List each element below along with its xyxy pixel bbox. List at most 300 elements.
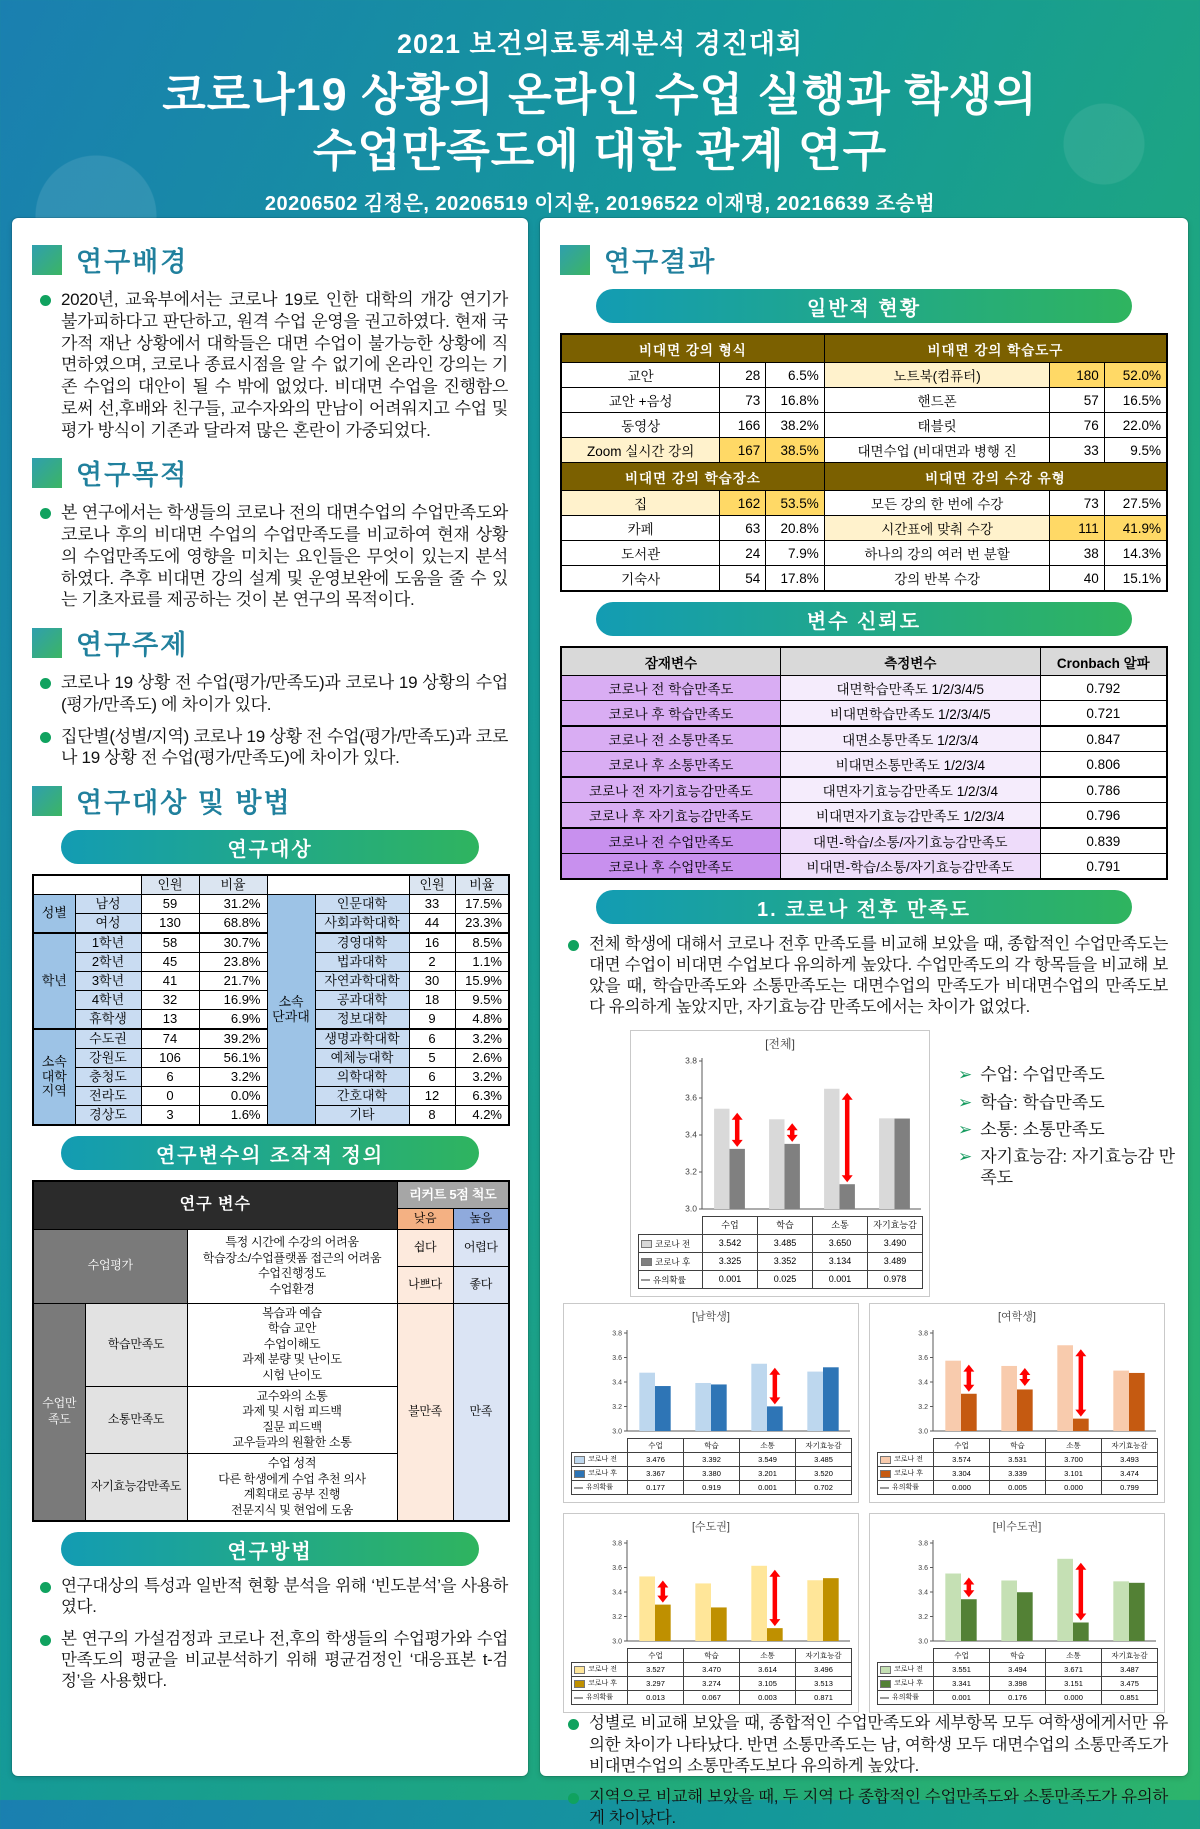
chart-value-cell: 0.001 [813,1271,868,1289]
status-count-cell: 57 [1050,388,1104,413]
sig-arrow-head-up [732,1113,743,1120]
count-cell: 16 [409,933,455,953]
chart-value-cell: 3.485 [758,1235,813,1253]
poster-header [0,0,1200,216]
count-cell: 30 [409,972,455,991]
chart-table-row [639,1253,923,1271]
chart-category-cell: 수업 [628,1649,684,1663]
chart-table-corner [878,1439,934,1453]
chart-row-label [572,1679,627,1690]
chart-table-header-row [878,1439,1158,1453]
chart-table-row [878,1691,1158,1705]
definition-line: 수업환경 [269,1281,315,1296]
group-label-cell: 학년 [33,933,75,1029]
college-label-cell: 예체능대학 [315,1049,409,1068]
chart-value-cell: 3.513 [796,1677,852,1691]
definition-line: 계획대로 공부 진행 [243,1487,341,1502]
sig-arrow-head-down [1075,1410,1086,1417]
bullet-dot-icon [568,1719,579,1730]
latent-variable-cell: 코로나 후 소통만족도 [561,752,780,778]
chart-bar [961,1394,977,1431]
chart-table-corner [572,1439,628,1453]
satisfaction-row [33,1303,509,1386]
chart-table-row [878,1663,1158,1677]
subgroup-label-cell: 1학년 [75,933,141,953]
y-tick-label: 3.2 [612,1614,622,1622]
status-count-cell: 162 [720,491,766,516]
chart-category-cell: 수업 [934,1439,990,1453]
chart-row-label-cell [878,1467,934,1481]
count-cell: 74 [141,1029,199,1049]
y-tick-label: 3.2 [918,1404,928,1412]
y-tick-label: 3.4 [612,1379,622,1387]
bullet-dot-icon [40,678,51,689]
chart-value-cell: 3.700 [1046,1453,1102,1467]
reliability-row [561,777,1167,803]
chart-value-cell: 3.476 [628,1453,684,1467]
bullet-dot-icon [568,1793,579,1804]
count-cell: 2 [409,953,455,972]
subjects-header-row [33,875,509,895]
reliability-row [561,676,1167,701]
vars-header-row [33,1181,509,1209]
chart-value-cell: 3.671 [1046,1663,1102,1677]
chart-bar [695,1383,711,1431]
column-header: 비율 [455,875,509,895]
status-percent-cell: 22.0% [1104,413,1167,438]
chart-title: [여학생] [998,1311,1036,1324]
chart-bar [695,1584,711,1642]
chart-value-cell: 3.496 [796,1663,852,1677]
chart-bar [945,1361,961,1431]
status-percent-cell: 15.1% [1104,566,1167,592]
chart-value-cell: 3.470 [684,1663,740,1677]
count-cell: 0 [141,1087,199,1106]
section-title: 연구배경 [76,247,189,277]
section-research-purpose [32,453,508,492]
status-percent-cell: 7.9% [766,541,825,566]
section-title: 연구목적 [76,460,189,491]
series-swatch-icon [574,1456,585,1464]
y-tick-label: 3.6 [612,1355,622,1363]
method-bullet-list [32,1576,508,1692]
status-percent-cell: 27.5% [1104,491,1167,516]
column-header: 인원 [141,875,199,895]
y-tick-label: 3.4 [918,1589,928,1597]
percent-cell: 1.1% [455,953,509,972]
chart-row-label [572,1483,627,1494]
percent-cell: 4.2% [455,1106,509,1126]
status-row [561,388,1167,413]
arrow-bullet-icon: ➢ [958,1092,973,1112]
y-tick-label: 3.6 [685,1092,697,1103]
status-percent-cell: 52.0% [1104,363,1167,388]
definition-line: 학습장소/수업플랫폼 접근의 어려움 [202,1250,382,1265]
status-label-cell: Zoom 실시간 강의 [561,438,720,463]
chart-value-cell: 3.341 [934,1677,990,1691]
status-quadrant-header: 비대면 강의 형식 [561,334,824,363]
status-label-cell: 동영상 [561,413,720,438]
status-percent-cell: 16.5% [1104,388,1167,413]
chart-total-container [630,1030,930,1297]
bullet-text: 전체 학생에 대해서 코로나 전후 만족도를 비교해 보았을 때, 종합적인 수업만족도는 대면 수업이 비대면 수업보다 유의하게 높았다. 수업만족도의 각 항목들을 비교해 보았을 때, 학습만족도와 소통만족도는 대면수업의 만족도가 비대면수업의 만족도보다 유의하게 높았지만, 자기효능감 만족도에서는 차이가 없었다. [589,935,1168,1017]
main-chart-row [630,1030,1176,1297]
cronbach-alpha-cell: 0.786 [1040,777,1167,803]
percent-cell: 6.9% [199,1010,267,1030]
chart-row-label-cell [878,1677,934,1691]
sig-arrow-head-up [842,1093,853,1100]
percent-cell: 15.9% [455,972,509,991]
chart-row-label-cell [572,1481,628,1495]
percent-cell: 1.6% [199,1106,267,1126]
left-panel [12,218,528,1776]
sig-arrow-head-down [1075,1614,1086,1621]
measure-variable-cell: 비대면학습만족도 1/2/3/4/5 [780,701,1040,727]
definition-line: 전문지식 및 현업에 도움 [231,1502,354,1517]
chart-bar [639,1577,655,1642]
y-tick-label: 3.4 [685,1129,697,1140]
status-header-row [561,334,1167,363]
college-label-cell: 공과대학 [315,991,409,1010]
chart-value-cell: 0.001 [703,1271,758,1289]
sig-arrow-head-up [963,1365,974,1372]
status-count-cell: 167 [720,438,766,463]
status-percent-cell: 38.2% [766,413,825,438]
status-label-cell: 노트북(컴퓨터) [824,363,1050,388]
chart-value-cell: 3.304 [934,1467,990,1481]
y-tick-label: 3.8 [612,1330,622,1338]
section-marker-icon [560,245,590,275]
y-tick-label: 3.8 [685,1055,697,1066]
status-percent-cell: 38.5% [766,438,825,463]
chart-category-cell: 자기효능감 [1102,1649,1158,1663]
sig-arrow-head-down [657,1596,668,1603]
chart-row-label-text: 유의확률 [892,1483,920,1491]
subgroup-label-cell: 4학년 [75,991,141,1010]
chart-table-header-row [639,1217,923,1235]
definition-line: 다른 학생에게 수업 추천 의사 [218,1471,366,1486]
chart-category-cell: 학습 [990,1439,1046,1453]
status-label-cell: 핸드폰 [824,388,1050,413]
status-percent-cell: 41.9% [1104,516,1167,541]
bullet-text: 코로나 19 상황 전 수업(평가/만족도)과 코로나 19 상황의 수업(평가/만족도) 에 차이가 있다. [61,673,508,714]
chart-value-cell: 0.702 [796,1481,852,1495]
chart-category-cell: 소통 [1046,1649,1102,1663]
chart-panel [563,1303,859,1503]
chart-category-cell: 자기효능감 [1102,1439,1158,1453]
chart-value-cell: 0.003 [740,1691,796,1705]
chart-category-cell: 수업 [934,1649,990,1663]
chart-value-cell: 0.000 [1046,1691,1102,1705]
low-header: 낮음 [397,1209,453,1230]
measure-variable-cell: 대면학습만족도 1/2/3/4/5 [780,676,1040,701]
status-percent-cell: 16.8% [766,388,825,413]
chart-bar [1129,1373,1145,1431]
count-cell: 5 [409,1049,455,1068]
section-title: 연구대상 및 방법 [76,788,292,818]
chart-value-cell: 0.919 [684,1481,740,1495]
chart-category-cell: 소통 [740,1649,796,1663]
conclusion-bullet [568,1787,1168,1829]
status-quadrant-header: 비대면 강의 학습도구 [824,334,1167,363]
chart-row-label-text: 유의확률 [653,1274,686,1285]
series-swatch-icon [880,1680,891,1688]
status-count-cell: 24 [720,541,766,566]
group-label-cell: 성별 [33,895,75,934]
chart-category-cell: 소통 [740,1439,796,1453]
topic-bullet [40,672,508,716]
chart-bar [1073,1623,1089,1641]
status-row [561,363,1167,388]
chart-row-label-text: 코로나 전 [894,1665,923,1673]
count-cell: 8 [409,1106,455,1126]
count-cell: 18 [409,991,455,1010]
bullet-text: 연구대상의 특성과 일반적 현황 분석을 위해 ‘빈도분석’을 사용하였다. [61,1577,508,1617]
sig-arrow-head-up [1075,1350,1086,1357]
chart-row-label-text: 유의확률 [586,1693,614,1701]
chart-bar [751,1566,767,1641]
chart-data-table [638,1216,923,1289]
measure-variable-cell: 비대면소통만족도 1/2/3/4 [780,752,1040,778]
percent-cell: 17.5% [455,895,509,914]
definition-line: 복습과 예습 [262,1305,322,1320]
series-swatch-icon [880,1470,891,1478]
chart-value-cell: 0.799 [1102,1481,1158,1495]
series-swatch-icon [880,1666,891,1674]
legend-item [958,1146,1188,1189]
chart-row-label [572,1693,627,1704]
percent-cell: 23.3% [455,914,509,934]
status-count-cell: 73 [1050,491,1104,516]
chart-value-cell: 0.001 [740,1481,796,1495]
chart-category-cell: 자기효능감 [868,1217,923,1235]
reliability-header: Cronbach 알파 [1040,647,1167,676]
status-label-cell: 집 [561,491,720,516]
bullet-text: 본 연구의 가설검정과 코로나 전,후의 학생들의 수업평가와 수업만족도의 평균을 비교분석하기 위해 평균검정인 ‘대응표본 t-검정’을 사용했다. [61,1629,508,1690]
cronbach-alpha-cell: 0.791 [1040,854,1167,880]
subgroup-label-cell: 수도권 [75,1029,141,1049]
bullet-text: 성별로 비교해 보았을 때, 종합적인 수업만족도와 세부항목 모두 여학생에게서만 유의한 차이가 나타났다. 반면 소통만족도는 남, 여학생 모두 대면수업의 소통만족도가 비대면수업의 소통만족도보다 유의하게 높았다. [589,1714,1168,1775]
y-tick-label: 3.0 [685,1203,697,1214]
chart-value-cell: 3.101 [1046,1467,1102,1481]
reliability-header-row [561,647,1167,676]
definition-line: 수업진행정도 [258,1266,326,1281]
definition-line: 시험 난이도 [262,1367,322,1382]
sig-arrow-head-down [787,1135,798,1142]
chart-value-cell: 3.274 [684,1677,740,1691]
scale-low-cell: 불만족 [397,1303,453,1521]
measure-variable-cell: 대면소통만족도 1/2/3/4 [780,726,1040,752]
chart-bar [767,1629,783,1642]
blank-cell [33,875,141,895]
y-tick-label: 3.4 [612,1589,622,1597]
status-count-cell: 28 [720,363,766,388]
chart-row-label-cell [878,1691,934,1705]
sig-arrow-head-up [963,1578,974,1585]
column-header: 인원 [409,875,455,895]
chart-row-label [878,1679,933,1690]
y-tick-label: 3.0 [612,1638,622,1646]
authors-line: 20206502 김정은, 20206519 이지윤, 20196522 이재명, 20216639 조승범 [264,192,936,215]
latent-variable-cell: 코로나 전 자기효능감만족도 [561,777,780,803]
group-label-cell: 소속 대학 지역 [33,1029,75,1125]
measure-variable-cell: 대면-학습/소통/자기효능감만족도 [780,828,1040,854]
chart-value-cell: 0.067 [684,1691,740,1705]
chart-row-label [639,1274,702,1287]
y-tick-label: 3.0 [918,1638,928,1646]
chart-value-cell: 3.485 [796,1453,852,1467]
chart-category-cell: 수업 [628,1439,684,1453]
sig-arrow-head-up [657,1581,668,1588]
percent-cell: 3.2% [455,1029,509,1049]
poster-title [0,67,1200,179]
chart-bar [639,1373,655,1431]
reliability-header: 측정변수 [780,647,1040,676]
percent-cell: 0.0% [199,1087,267,1106]
chart-category-cell: 소통 [813,1217,868,1235]
chart-plot [571,1325,851,1436]
contest-title: 2021 보건의료통계분석 경진대회 [396,29,804,59]
status-count-cell: 33 [1050,438,1104,463]
status-label-cell: 교안 [561,363,720,388]
section-research-background [32,240,508,279]
subgroup-label-cell: 경상도 [75,1106,141,1126]
chart-title: [전체] [765,1037,795,1052]
status-count-cell: 40 [1050,566,1104,592]
chart-row-label [878,1455,933,1466]
college-label-cell: 경영대학 [315,933,409,953]
chart-bar [945,1574,961,1641]
status-label-cell: 기숙사 [561,566,720,592]
chart-row-label [572,1455,627,1466]
chart-value-cell: 0.000 [1046,1481,1102,1495]
chart-value-cell: 3.487 [1102,1663,1158,1677]
chart-bar [1073,1419,1089,1431]
college-label-cell: 기타 [315,1106,409,1126]
latent-variable-cell: 코로나 전 수업만족도 [561,828,780,854]
chart-value-cell: 3.531 [990,1453,1046,1467]
percent-cell: 16.9% [199,991,267,1010]
section-marker-icon [32,628,62,658]
subgroup-label-cell: 휴학생 [75,1010,141,1030]
variables-table [32,1180,510,1522]
chart-panel [563,1513,859,1713]
arrow-bullet-icon: ➢ [958,1065,973,1085]
chart-bar [767,1407,783,1432]
y-tick-label: 3.8 [918,1330,928,1338]
chart-value-cell: 0.176 [990,1691,1046,1705]
y-tick-label: 3.0 [918,1428,928,1436]
chart-row-label-text: 코로나 전 [588,1665,617,1673]
chart-row-label [878,1693,933,1704]
chart-value-cell: 3.398 [990,1677,1046,1691]
percent-cell: 9.5% [455,991,509,1010]
bullet-dot-icon [40,508,51,519]
chart-table-row [878,1453,1158,1467]
chart-row-label-text: 코로나 후 [588,1679,617,1687]
chart-value-cell: 0.000 [934,1481,990,1495]
chart-table-header-row [572,1649,852,1663]
chart-table-row [572,1677,852,1691]
chart-value-cell: 3.105 [740,1677,796,1691]
legend-item [958,1119,1188,1140]
count-cell: 130 [141,914,199,934]
chart-data-table [571,1648,852,1705]
chart-value-cell: 3.549 [740,1453,796,1467]
status-count-cell: 180 [1050,363,1104,388]
legend-item-text: 소통: 소통만족도 [980,1119,1105,1139]
chart-value-cell: 3.297 [628,1677,684,1691]
status-count-cell: 38 [1050,541,1104,566]
series-swatch-icon [574,1666,585,1674]
bullet-dot-icon [568,940,579,951]
chart-value-cell: 3.542 [703,1235,758,1253]
percent-cell: 21.7% [199,972,267,991]
chart-value-cell: 0.871 [796,1691,852,1705]
definition-line: 학습 교안 [267,1321,317,1336]
variables-header: 연구 변수 [33,1181,397,1229]
chart-plot [571,1535,851,1646]
chart-row-label [878,1665,933,1676]
cronbach-alpha-cell: 0.806 [1040,752,1167,778]
section-marker-icon [32,786,62,816]
chart-row-label-cell [878,1481,934,1495]
reliability-row [561,803,1167,829]
series-swatch-icon [574,1470,585,1478]
count-cell: 59 [141,895,199,914]
chart-row-label-cell [878,1453,934,1467]
chart-table-row [878,1677,1158,1691]
scale-high-cell: 어렵다 [453,1229,509,1266]
sig-arrow-head-down [732,1140,743,1147]
subjects-pill: 연구대상 [61,830,480,864]
chart-row-label-cell [572,1677,628,1691]
eval-group-cell: 수업평가 [33,1229,187,1303]
chart-table-row [572,1663,852,1677]
conclusion-bullet [568,1713,1168,1776]
chart-table-header-row [878,1649,1158,1663]
scale-high-cell: 만족 [453,1303,509,1521]
chart-row-label-text: 코로나 전 [894,1455,923,1463]
chart-title: [수도권] [692,1521,730,1534]
latent-variable-cell: 코로나 후 수업만족도 [561,854,780,880]
definition-line: 과제 및 시험 피드백 [242,1404,342,1419]
chart-table-row [878,1481,1158,1495]
status-label-cell: 시간표에 맞춰 수강 [824,516,1050,541]
latent-variable-cell: 코로나 전 소통만족도 [561,726,780,752]
reliability-row [561,752,1167,778]
chart-category-cell: 학습 [758,1217,813,1235]
chart-row-label-cell [639,1271,703,1289]
percent-cell: 56.1% [199,1049,267,1068]
chart-value-cell: 3.493 [1102,1453,1158,1467]
chart-value-cell: 0.025 [758,1271,813,1289]
eval-row [33,1229,509,1266]
chart-table-corner [639,1217,703,1235]
cronbach-alpha-cell: 0.839 [1040,828,1167,854]
series-swatch-icon [641,1240,652,1248]
cronbach-alpha-cell: 0.796 [1040,803,1167,829]
chart-row-label-cell [878,1663,934,1677]
chart-category-cell: 학습 [684,1649,740,1663]
status-label-cell: 강의 반복 수강 [824,566,1050,592]
bullet-dot-icon [40,732,51,743]
y-tick-label: 3.2 [685,1166,697,1177]
chart-value-cell: 0.001 [934,1691,990,1705]
chart-value-cell: 3.551 [934,1663,990,1677]
subgroup-label-cell: 여성 [75,914,141,934]
count-cell: 41 [141,972,199,991]
